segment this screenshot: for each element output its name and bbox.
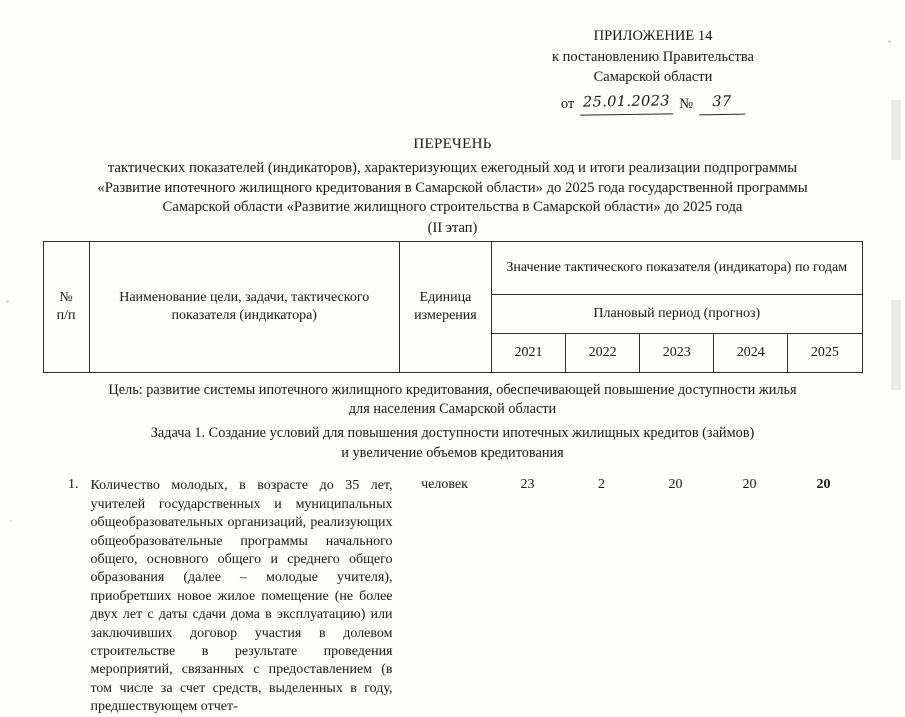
subtitle-line-2: «Развитие ипотечного жилищного кредитования в Самарской области» до 2025 года государственной программы: [97, 179, 808, 196]
table-header-unit-line2: измерения: [414, 307, 477, 323]
table-header-unit-line1: Единица: [419, 290, 472, 306]
subtitle-line-3: Самарской области «Развитие жилищного строительства в Самарской области» до 2025 года: [162, 199, 743, 216]
goal-block: [42, 381, 863, 420]
stage-label: (II этап): [427, 219, 478, 236]
indicator-value-2024: 20: [742, 477, 757, 493]
indicator-value-2021: 23: [520, 477, 535, 493]
scan-artifact-edge: [891, 300, 901, 390]
header-decree-line: к постановлению Правительства: [552, 48, 754, 65]
task-line-2: и увеличение объемов кредитования: [341, 444, 564, 461]
decree-date-handwritten: 25.01.2023: [580, 91, 673, 115]
table-header-name: [89, 241, 399, 372]
task-block: [42, 424, 863, 463]
table-header-year-2021: 2021: [492, 333, 566, 372]
table-header-year-2024: 2024: [714, 333, 788, 372]
goal-line-1: Цель: развитие системы ипотечного жилищного кредитования, обеспечивающей повышение доступности жилья: [108, 381, 797, 398]
table-header-row-1: [43, 241, 862, 294]
scan-artifact-edge: [891, 100, 901, 160]
indicator-name: Количество молодых, в возрасте до 35 лет, учителей государственных и муниципальных общеобразовательных организаций, реализующих общеобразовательные программы начального общего, основного общего и среднего общего образования (далее – молодые учителя), приобретших новое жилое помещение (не более двух лет с даты сдачи дома в эксплуатацию) или заключивших договор участия в долевом строительстве в результате проведения мероприятий, связанных с предоставлением (в том числе за счет средств, выделенных в году, предшествующем отчет-: [90, 478, 393, 715]
table-header-no: [43, 241, 89, 372]
indicators-table: [43, 241, 863, 373]
from-label: от: [560, 95, 575, 112]
table-header-plan-period: Плановый период (прогноз): [492, 294, 863, 333]
indicator-value-2025: 20: [816, 477, 831, 493]
indicator-value-2022: 2: [598, 477, 605, 493]
table-header-no-line2: п/п: [56, 307, 76, 323]
table-header-year-2023: 2023: [640, 333, 714, 372]
document-subtitle: [42, 159, 863, 217]
indicator-unit: человек: [421, 477, 468, 493]
subtitle-line-1: тактических показателей (индикаторов), характеризующих ежегодный ход и итоги реализации подпрограммы: [107, 160, 798, 177]
task-line-1: Задача 1. Создание условий для повышения доступности ипотечных жилищных кредитов (займов): [150, 424, 755, 441]
page-title: ПЕРЕЧЕНЬ: [413, 136, 492, 153]
indicator-number: 1.: [68, 477, 79, 493]
document-header: [42, 26, 863, 114]
table-header-year-2022: 2022: [566, 333, 640, 372]
scan-artifact-dot: [10, 520, 12, 522]
table-header-no-line1: №: [59, 290, 73, 306]
table-header-unit: [399, 241, 491, 372]
table-header-values: Значение тактического показателя (индикатора) по годам: [492, 241, 863, 294]
table-header-year-2025: 2025: [788, 333, 862, 372]
table-header-name-line2: показателя (индикатора): [171, 307, 317, 323]
decree-number-handwritten: 37: [699, 91, 745, 114]
number-label: №: [679, 95, 694, 112]
header-region-line: Самарской области: [593, 69, 713, 86]
header-date-line: [488, 92, 818, 115]
table-header-name-line1: Наименование цели, задачи, тактического: [119, 290, 370, 306]
header-appendix-line: ПРИЛОЖЕНИЕ 14: [593, 28, 713, 44]
scan-artifact-dot: [6, 300, 9, 303]
indicator-value-2023: 20: [668, 477, 683, 493]
scan-artifact-dot: [888, 40, 891, 43]
goal-line-2: для населения Самарской области: [348, 401, 557, 418]
table-row: [43, 477, 863, 716]
